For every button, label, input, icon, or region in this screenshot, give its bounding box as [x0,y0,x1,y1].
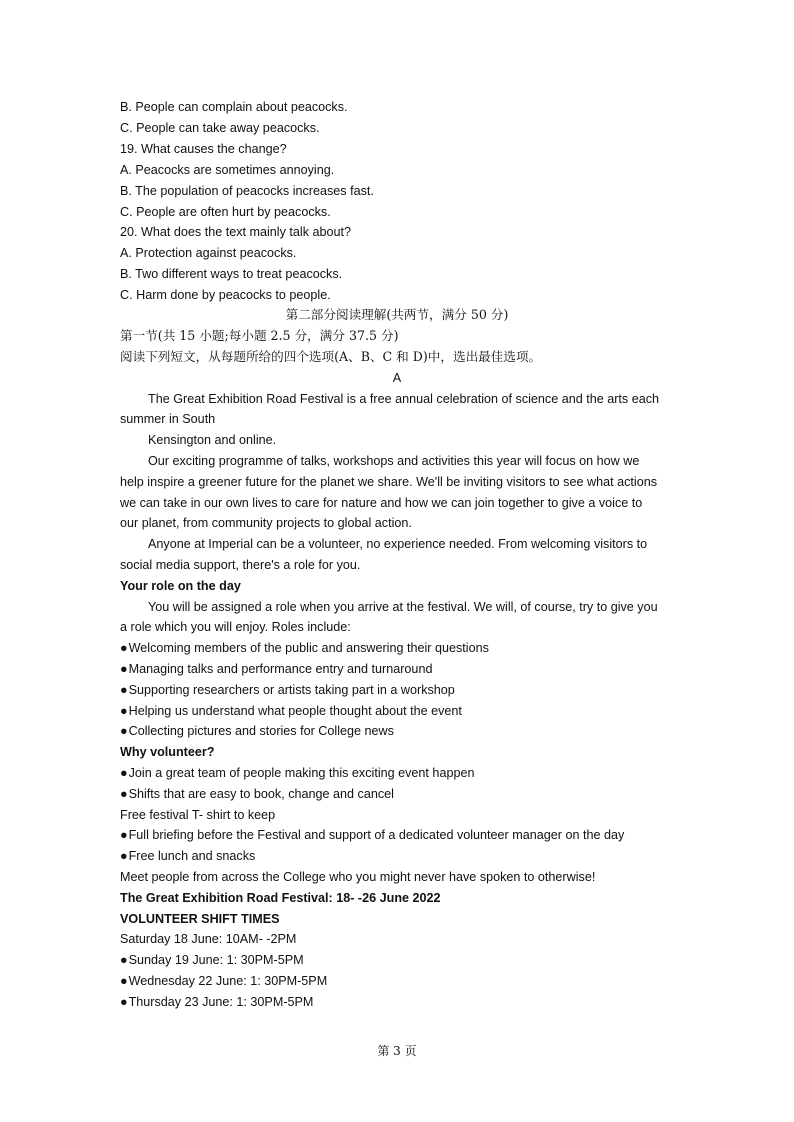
list-item: ● Free lunch and snacks [120,848,255,864]
option-line: A. Peacocks are sometimes annoying. [120,163,335,177]
paragraph-line: Our exciting programme of talks, workshops and activities this year will focus on how we [148,454,640,468]
option-line: C. Harm done by peacocks to people. [120,288,331,302]
section-heading: 第二部分阅读理解(共两节，满分 50 分) [285,307,509,322]
option-line: B. Two different ways to treat peacocks. [120,267,343,281]
list-item: ● Collecting pictures and stories for College news [120,723,394,739]
subsection-heading: 第一节(共 15 小题;每小题 2.5 分，满分 37.5 分) [120,328,399,343]
list-item: Free festival T- shirt to keep [120,808,276,822]
paragraph-line: The Great Exhibition Road Festival is a free annual celebration of science and the arts each [148,392,660,406]
list-item: ● Helping us understand what people thought about the event [120,703,462,719]
paragraph-line: help inspire a greener future for the planet we share. We'll be inviting visitors to see what actions [120,475,657,489]
paragraph-line: social media support, there's a role for you. [120,558,361,572]
passage-label: A [392,371,402,385]
question-line: 19. What causes the change? [120,142,287,156]
paragraph-line: a role which you will enjoy. Roles include: [120,620,351,634]
shift-times-heading: VOLUNTEER SHIFT TIMES [120,912,280,926]
list-item: ● Full briefing before the Festival and support of a dedicated volunteer manager on the day [120,827,624,843]
shift-time: ● Wednesday 22 June: 1: 30PM-5PM [120,973,327,989]
paragraph-line: You will be assigned a role when you arrive at the festival. We will, of course, try to give you [148,600,658,614]
shift-time: ● Sunday 19 June: 1: 30PM-5PM [120,952,304,968]
paragraph-line: Kensington and online. [148,433,277,447]
option-line: C. People are often hurt by peacocks. [120,205,331,219]
paragraph-line: our planet, from community projects to global action. [120,516,412,530]
list-item: ● Join a great team of people making this exciting event happen [120,765,474,781]
paragraph-line: Meet people from across the College who you might never have spoken to otherwise! [120,870,596,884]
option-line: B. The population of peacocks increases fast. [120,184,374,198]
instructions: 阅读下列短文，从每题所给的四个选项(A、B、C 和 D)中，选出最佳选项。 [120,349,542,364]
festival-dates-heading: The Great Exhibition Road Festival: 18- -26 June 2022 [120,891,441,905]
list-item: ● Supporting researchers or artists taking part in a workshop [120,682,455,698]
paragraph-line: Anyone at Imperial can be a volunteer, no experience needed. From welcoming visitors to [148,537,648,551]
page-number: 第 3 页 [377,1044,417,1058]
question-line: 20. What does the text mainly talk about? [120,225,352,239]
subheading-role: Your role on the day [120,579,241,593]
option-line: A. Protection against peacocks. [120,246,297,260]
list-item: ● Shifts that are easy to book, change and cancel [120,786,394,802]
subheading-why: Why volunteer? [120,745,215,759]
list-item: ● Managing talks and performance entry and turnaround [120,661,432,677]
paragraph-line: we can take in our own lives to care for nature and how we can join together to give a voice to [120,496,643,510]
option-line: C. People can take away peacocks. [120,121,320,135]
shift-time: Saturday 18 June: 10AM- -2PM [120,932,297,946]
shift-time: ● Thursday 23 June: 1: 30PM-5PM [120,994,313,1010]
list-item: ● Welcoming members of the public and answering their questions [120,640,489,656]
paragraph-line: summer in South [120,412,216,426]
option-line: B. People can complain about peacocks. [120,100,348,114]
